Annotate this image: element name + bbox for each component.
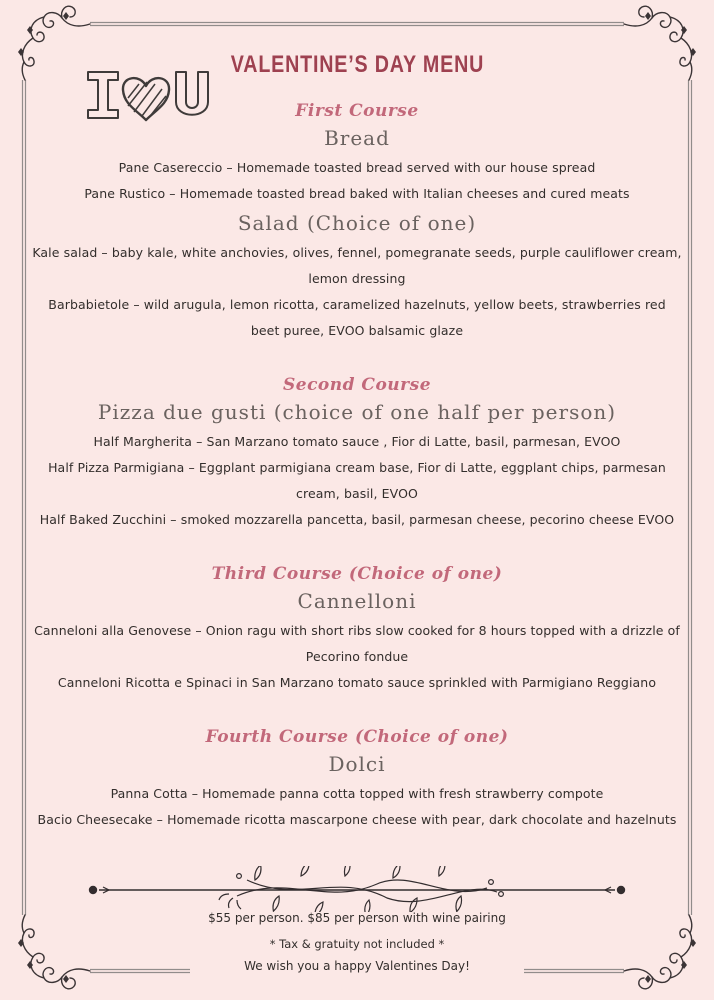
course-heading: First Course (295, 101, 419, 121)
course-heading: Third Course (Choice of one) (211, 564, 503, 584)
group-title: Salad (Choice of one) (237, 211, 477, 235)
course-section-first (32, 100, 682, 344)
menu-item: Pane Rustico – Homemade toasted bread baked with Italian cheeses and cured meats (84, 186, 630, 201)
group-title: Pizza due gusti (choice of one half per person) (97, 400, 617, 424)
menu-item: Half Baked Zucchini – smoked mozzarella pancetta, basil, parmesan cheese, pecorino cheese EVOO (39, 512, 675, 527)
menu-item: Pane Casereccio – Homemade toasted bread served with our house spread (118, 160, 596, 175)
course-section-fourth (32, 726, 682, 833)
price-line: $55 per person. $85 per person with wine pairing (208, 911, 506, 925)
course-group (32, 125, 682, 207)
tax-note: * Tax & gratuity not included * (269, 937, 445, 951)
course-group (32, 751, 682, 833)
course-group (32, 210, 682, 344)
page-title: VALENTINE’S DAY MENU (230, 51, 484, 78)
wish-line: We wish you a happy Valentines Day! (244, 959, 470, 973)
group-title: Dolci (328, 752, 386, 776)
menu-item: Canneloni alla Genovese – Onion ragu with short ribs slow cooked for 8 hours topped with a drizzle of Pecorino fondue (34, 623, 680, 664)
course-heading: Second Course (282, 375, 432, 395)
menu-item: Half Pizza Parmigiana – Eggplant parmigiana cream base, Fior di Latte, eggplant chips, parmesan cream, basil, EVOO (48, 460, 666, 501)
group-title: Cannelloni (297, 589, 417, 613)
menu-item: Half Margherita – San Marzano tomato sauce , Fior di Latte, basil, parmesan, EVOO (93, 434, 621, 449)
course-group (32, 399, 682, 533)
menu-item: Bacio Cheesecake – Homemade ricotta mascarpone cheese with pear, dark chocolate and hazelnuts (37, 812, 677, 827)
group-title: Bread (324, 126, 390, 150)
menu-content (32, 100, 682, 833)
course-section-second (32, 374, 682, 533)
course-heading: Fourth Course (Choice of one) (205, 727, 509, 747)
menu-item: Panna Cotta – Homemade panna cotta topped with fresh strawberry compote (110, 786, 604, 801)
floral-divider (87, 866, 627, 912)
menu-item: Kale salad – baby kale, white anchovies, olives, fennel, pomegranate seeds, purple cauliflower cream, lemon dressing (32, 245, 682, 286)
menu-item: Barbabietole – wild arugula, lemon ricotta, caramelized hazelnuts, yellow beets, strawberries red beet puree, EVOO balsamic glaze (48, 297, 666, 338)
divider-right-dot (617, 886, 625, 894)
course-section-third (32, 563, 682, 696)
menu-item: Canneloni Ricotta e Spinaci in San Marzano tomato sauce sprinkled with Parmigiano Reggiano (57, 675, 657, 690)
course-group (32, 588, 682, 696)
divider-left-dot (89, 886, 97, 894)
divider-floral-branch (219, 866, 503, 912)
